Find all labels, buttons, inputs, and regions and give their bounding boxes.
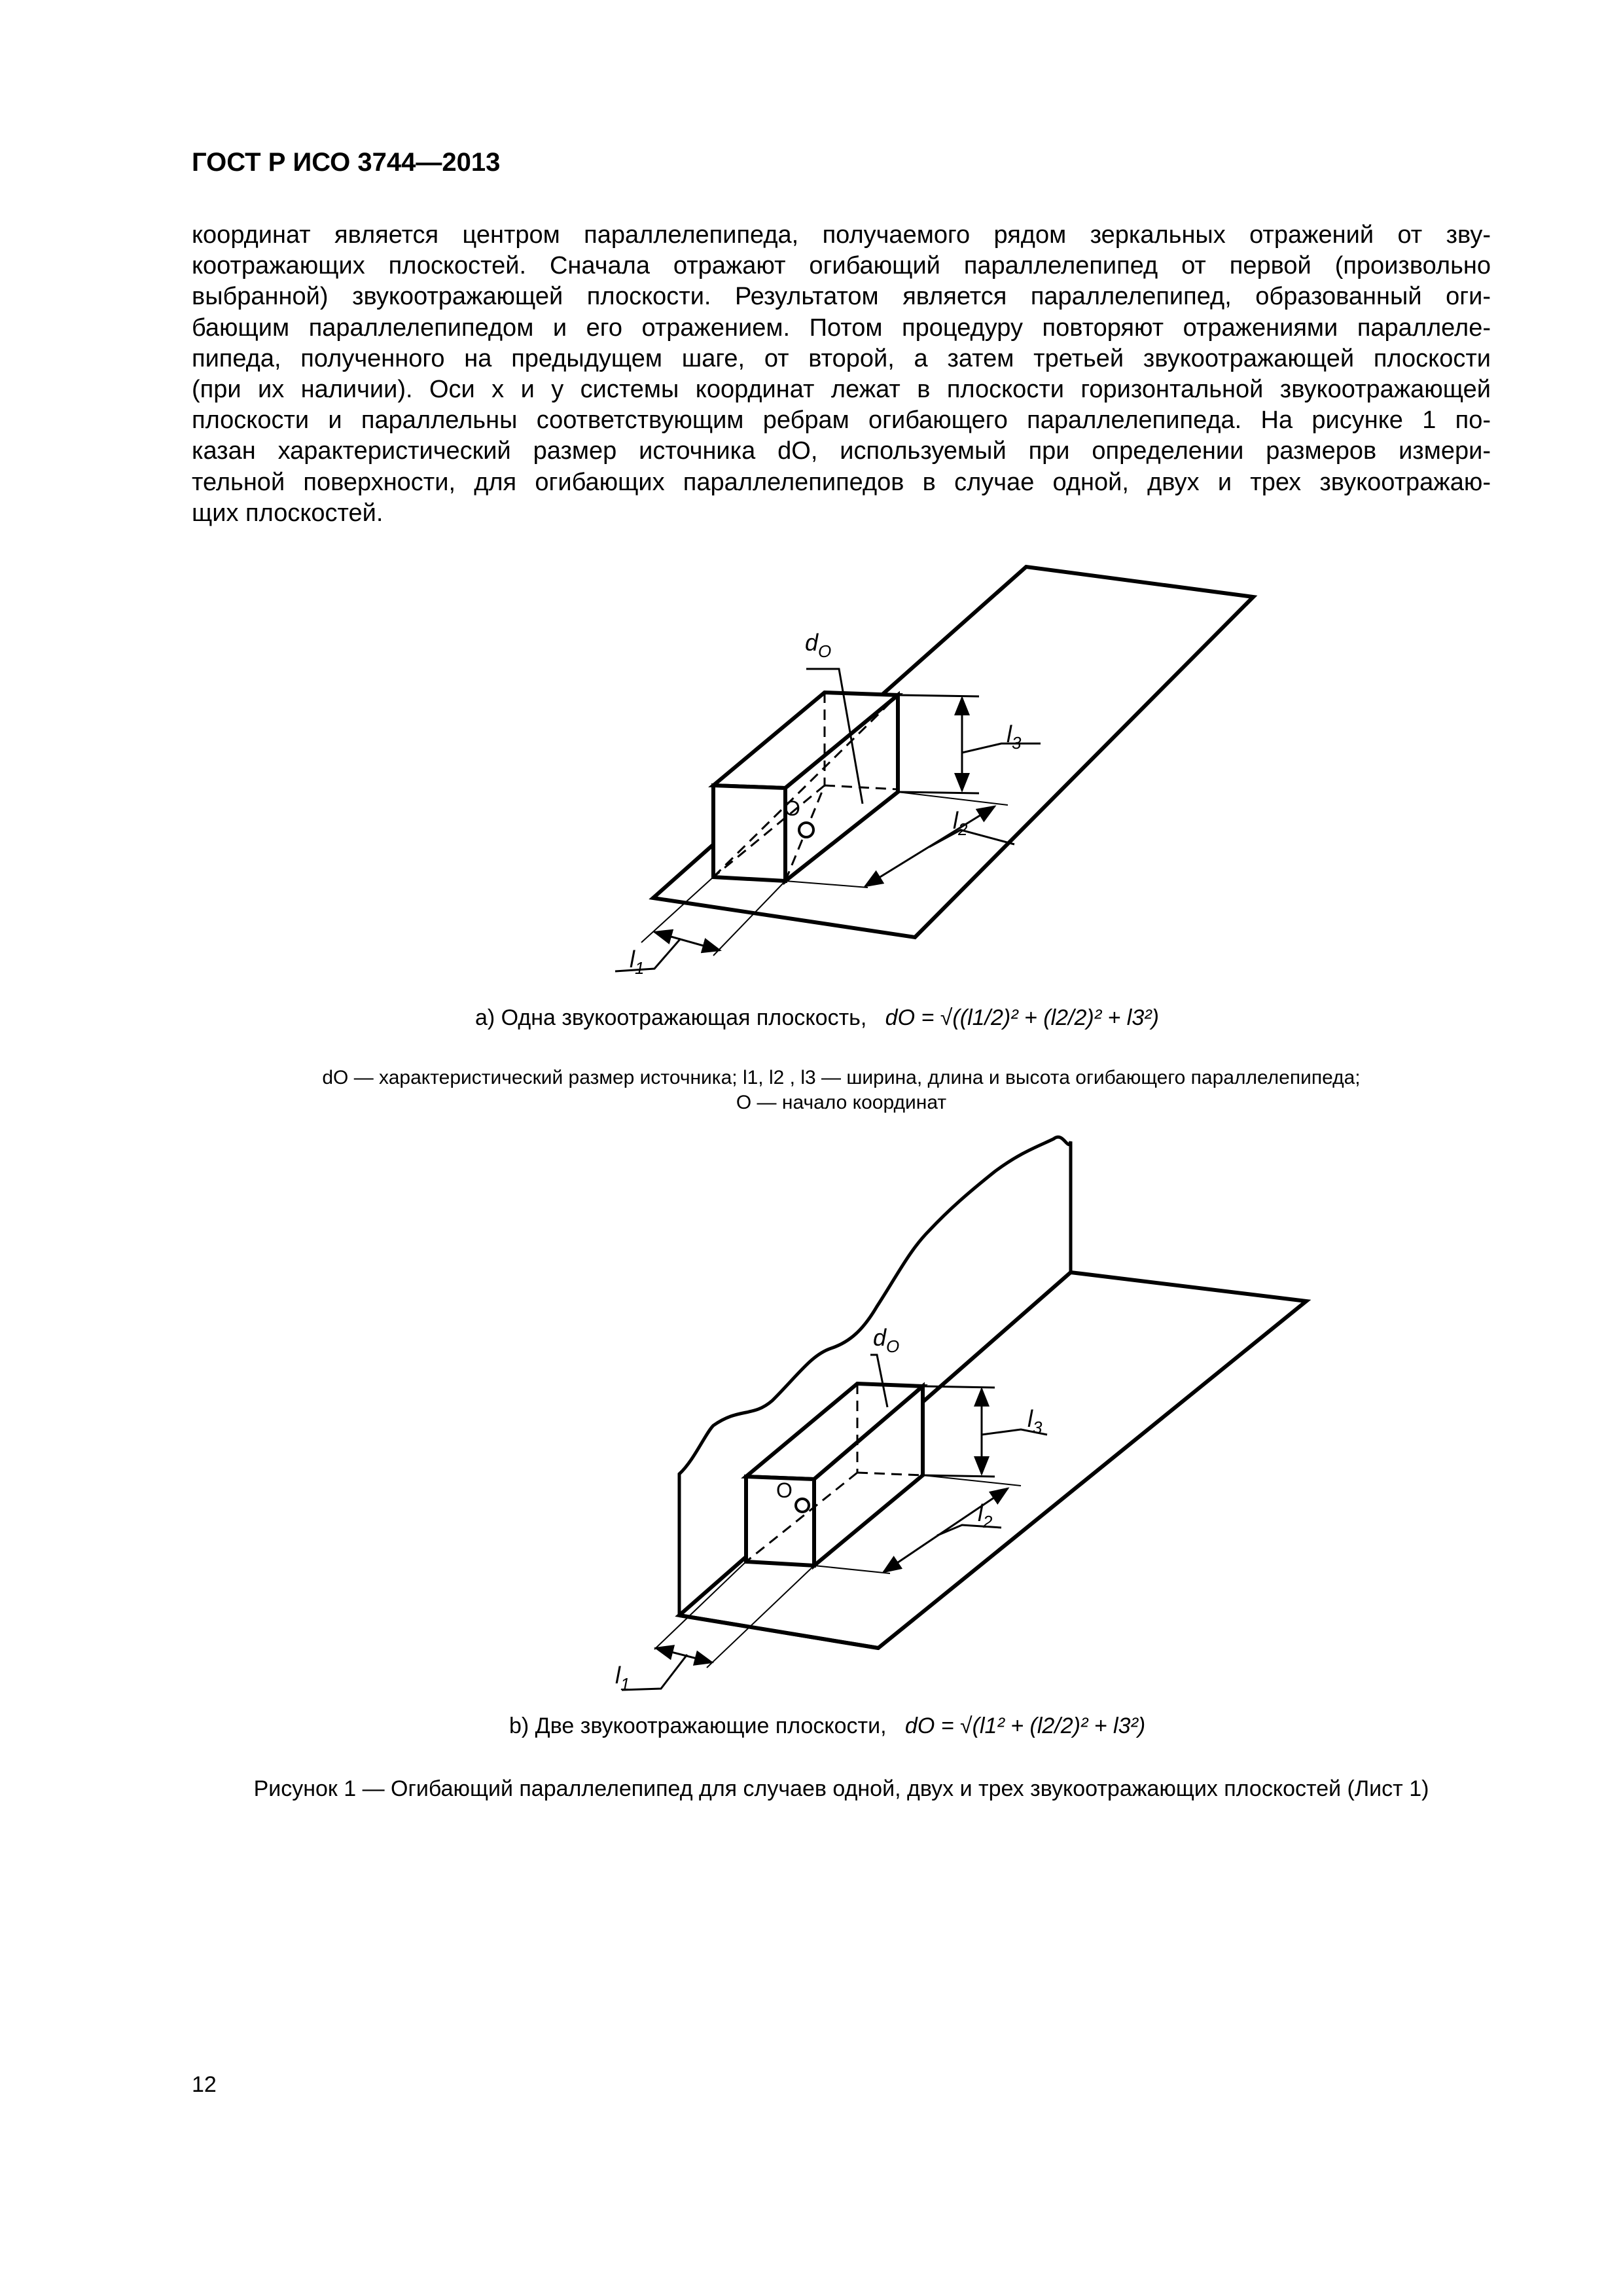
caption-b-text: b) Две звукоотражающие плоскости,	[509, 1713, 887, 1738]
body-line: бающим параллелепипедом и его отражением. Потом процедуру повторяют отражениями параллеле-	[192, 314, 1491, 342]
figure-b-drawing	[622, 1137, 1306, 1690]
origin-label: O	[784, 797, 800, 820]
legend-line: dO — характеристический размер источника; l1, l2 , l3 — ширина, длина и высота огибающего параллелепипеда;	[322, 1067, 1361, 1088]
caption-a-text: a) Одна звукоотражающая плоскость,	[475, 1005, 867, 1030]
body-line: координат является центром параллелепипеда, получаемого рядом зеркальных отражений от зву-	[192, 221, 1491, 249]
document-code: ГОСТ Р ИСО 3744—2013	[192, 148, 501, 177]
caption-b-formula: dO = √(l1² + (l2/2)² + l3²)	[904, 1713, 1146, 1738]
origin-marker-b	[796, 1499, 809, 1512]
vertical-wall	[679, 1137, 1071, 1615]
l1-label: $l_1$	[630, 946, 645, 978]
figure-a-drawing	[615, 567, 1253, 971]
figure-title: Рисунок 1 — Огибающий параллелепипед для случаев одной, двух и трех звукоотражающих плоскостей (Лист 1)	[253, 1776, 1429, 1801]
body-line: (при их наличии). Оси x и y системы координат лежат в плоскости горизонтальной звукоотражающей	[192, 376, 1491, 404]
l2-label: $l_2$	[953, 807, 968, 839]
body-line: пипеда, полученного на предыдущем шаге, от второй, а затем третьей звукоотражающей плоскости	[192, 344, 1491, 372]
d-label: $d_O$	[805, 629, 832, 661]
body-line: плоскости и параллельны соответствующим ребрам огибающего параллелепипеда. На рисунке 1 по-	[192, 406, 1491, 435]
body-line: коотражающих плоскостей. Сначала отражают огибающий параллелепипед от первой (произвольно	[192, 252, 1491, 280]
body-line: щих плоскостей.	[192, 499, 383, 527]
body-line: казан характеристический размер источника dO, используемый при определении размеров измери-	[192, 437, 1491, 465]
page-number: 12	[192, 2072, 217, 2097]
d-label-b: $d_O$	[873, 1324, 900, 1356]
origin-label-b: O	[776, 1479, 793, 1502]
figure-b-caption	[509, 1713, 1145, 1739]
body-line: тельной поверхности, для огибающих параллелепипедов в случае одной, двух и трех звукоотражаю-	[192, 468, 1491, 496]
l1-label-b: $l_1$	[615, 1662, 630, 1694]
figure-a-caption	[475, 1005, 1159, 1031]
legend-line: O — начало координат	[736, 1092, 947, 1113]
l2-label-b: $l_2$	[978, 1499, 993, 1532]
l3-label: $l_3$	[1007, 721, 1022, 753]
body-line: выбранной) звукоотражающей плоскости. Результатом является параллелепипед, образованный оги-	[192, 283, 1491, 311]
l3-label-b: $l_3$	[1027, 1405, 1043, 1437]
figure-a-legend	[192, 1066, 1491, 1115]
caption-a-formula: dO = √((l1/2)² + (l2/2)² + l3²)	[885, 1005, 1159, 1030]
reflecting-plane	[653, 567, 1253, 937]
origin-marker	[799, 823, 813, 837]
